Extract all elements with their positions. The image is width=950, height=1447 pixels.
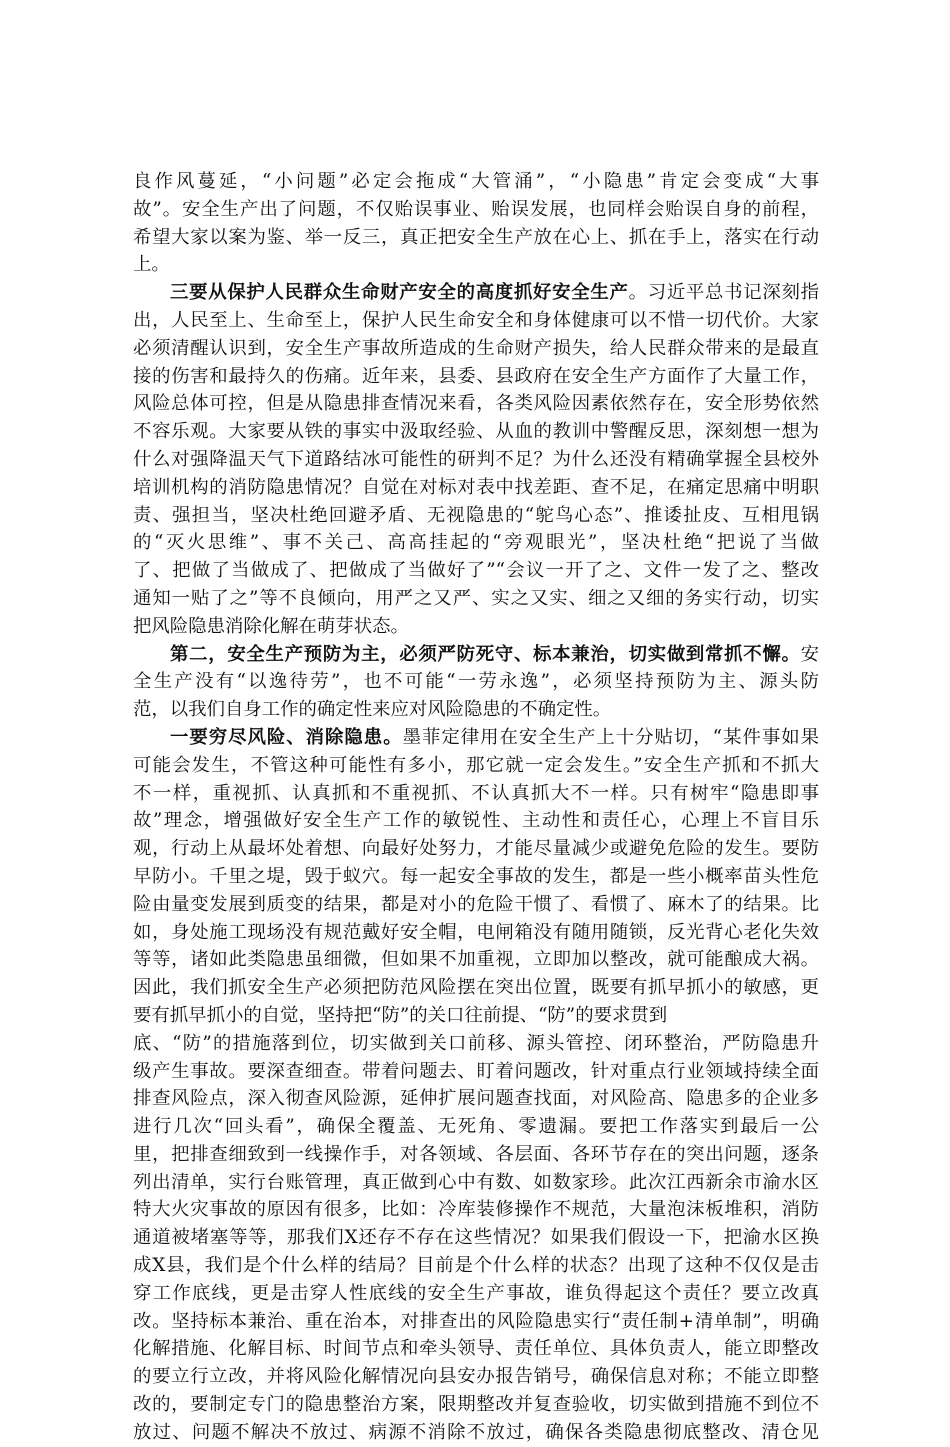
text-line [133,1391,819,1419]
body-text: 底、“防”的措施落到位，切实做到关口前移、源头管控、闭环整治，严防隐患升 [133,1032,819,1054]
text-line [133,502,819,530]
body-text: 上。 [133,254,170,276]
body-text: 什么对强降温天气下道路结冰可能性的研判不足？为什么还没有精确掌握全县校外 [133,448,819,470]
body-text: 如，身处施工现场没有规范戴好安全帽，电闸箱没有随用随锁，反光背心老化失效 [133,921,819,943]
text-line [133,1335,819,1363]
text-line [133,1308,819,1336]
text-line [133,446,819,474]
text-line [133,1419,819,1447]
bold-heading-text: 一要穷尽风险、消除隐患。 [170,726,403,748]
body-text: 级产生事故。要深查细查。带着问题去、盯着问题改，针对重点行业领域持续全面 [133,1060,819,1082]
body-text: 化解措施、化解目标、时间节点和牵头领导、责任单位、具体负责人，能立即整改 [133,1338,819,1360]
body-text: 风险总体可控，但是从隐患排查情况来看，各类风险因素依然存在，安全形势依然 [133,393,819,415]
text-line [133,335,819,363]
text-line [133,613,819,641]
text-line [133,1280,819,1308]
body-text: 范，以我们自身工作的确定性来应对风险隐患的不确定性。 [133,699,612,721]
body-text: 放过、问题不解决不放过、病源不消除不放过，确保各类隐患彻底整改、清仓见 [133,1421,819,1443]
text-line [133,1030,819,1058]
text-line [133,279,819,307]
text-line [133,529,819,557]
text-line [133,974,819,1002]
text-line [133,363,819,391]
text-line [133,1224,819,1252]
text-line [133,891,819,919]
text-line [133,557,819,585]
body-text: 希望大家以案为鉴、举一反三，真正把安全生产放在心上、抓在手上，落实在行动 [133,226,819,248]
body-text: 的要立行立改，并将风险化解情况向县安办报告销号，确保信息对称；不能立即整 [133,1366,819,1388]
body-text: 通道被堵塞等等，那我们X还存不存在这些情况？如果我们假设一下，把渝水区换 [133,1227,819,1249]
text-line [133,1141,819,1169]
body-text: 。习近平总书记深刻指 [628,282,819,304]
text-line [133,1252,819,1280]
body-text: 排查风险点，深入彻查风险源，延伸扩展问题查找面，对风险高、隐患多的企业多 [133,1088,819,1110]
text-line [133,641,819,669]
text-line [133,1169,819,1197]
body-text: 因此，我们抓安全生产必须把防范风险摆在突出位置，既要有抓早抓小的敏感，更 [133,977,819,999]
text-line [133,1113,819,1141]
body-text: 出，人民至上、生命至上，保护人民生命安全和身体健康可以不惜一切代价。大家 [133,309,819,331]
body-text: 可能会发生，不管这种可能性有多小，那它就一定会发生。”安全生产抓和不抓大 [133,754,819,776]
bold-heading-text: 第二，安全生产预防为主，必须严防死守、标本兼治，切实做到常抓不懈。 [170,643,801,665]
text-line [133,780,819,808]
text-line [133,390,819,418]
text-line [133,1196,819,1224]
text-line [133,807,819,835]
body-text: 不容乐观。大家要从铁的事实中汲取经验、从血的教训中警醒反思，深刻想一想为 [133,421,819,443]
body-text: 安 [800,643,819,665]
body-text: 成X县，我们是个什么样的结局？目前是个什么样的状态？出现了这种不仅仅是击 [133,1255,819,1277]
body-text: 早防小。千里之堤，毁于蚁穴。每一起安全事故的发生，都是一些小概率苗头性危 [133,865,819,887]
text-line [133,585,819,613]
body-text: 故”理念，增强做好安全生产工作的敏锐性、主动性和责任心，心理上不盲目乐 [133,810,819,832]
text-line [133,307,819,335]
text-line [133,224,819,252]
body-text: 险由量变发展到质变的结果，都是对小的危险干惯了、看惯了、麻木了的结果。比 [133,893,819,915]
body-text: 接的伤害和最持久的伤痛。近年来，县委、县政府在安全生产方面作了大量工作， [133,365,819,387]
body-text: 不一样，重视抓、认真抓和不重视抓、不认真抓大不一样。只有树牢“隐患即事 [133,782,819,804]
body-text: 特大火灾事故的原因有很多，比如：冷库装修操作不规范，大量泡沫板堆积，消防 [133,1199,819,1221]
text-line [133,196,819,224]
text-line [133,946,819,974]
body-text: 要有抓早抓小的自觉，坚持把“防”的关口往前提、“防”的要求贯到 [133,1004,668,1026]
text-line [133,251,819,279]
body-text: 良作风蔓延，“小问题”必定会拖成“大管涌”，“小隐患”肯定会变成“大事 [133,171,819,192]
body-text: 列出清单，实行台账管理，真正做到心中有数、如数家珍。此次江西新余市渝水区 [133,1171,819,1193]
body-text: 必须清醒认识到，安全生产事故所造成的生命财产损失，给人民群众带来的是最直 [133,337,819,359]
text-line [133,919,819,947]
bold-heading-text: 三要从保护人民群众生命财产安全的高度抓好安全生产 [170,282,629,304]
body-text: 培训机构的消防隐患情况？自觉在对标对表中找差距、查不足，在痛定思痛中明职 [133,476,819,498]
text-line [133,863,819,891]
text-line [133,418,819,446]
body-text: 改。坚持标本兼治、重在治本，对排查出的风险隐患实行“责任制+清单制”，明确 [133,1310,819,1332]
text-line [133,1002,819,1030]
text-line [133,168,819,196]
body-text: 等等，诸如此类隐患虽细微，但如果不加重视，立即加以整改，就可能酿成大祸。 [133,949,819,971]
body-text: 的“灭火思维”、事不关己、高高挂起的“旁观眼光”，坚决杜绝“把说了当做 [133,532,819,554]
text-line [133,474,819,502]
text-line [133,1363,819,1391]
text-line [133,724,819,752]
body-text: 通知一贴了之”等不良倾向，用严之又严、实之又实、细之又细的务实行动，切实 [133,587,819,609]
body-text: 故”。安全生产出了问题，不仅贻误事业、贻误发展，也同样会贻误自身的前程， [133,198,819,220]
text-line [133,835,819,863]
body-text: 穿工作底线，更是击穿人性底线的安全生产事故，谁负得起这个责任？要立改真 [133,1282,819,1304]
text-line [133,752,819,780]
body-text: 了、把做了当做成了、把做成了当做好了”“会议一开了之、文件一发了之、整改 [133,560,819,582]
body-text: 改的，要制定专门的隐患整治方案，限期整改并复查验收，切实做到措施不到位不 [133,1394,819,1416]
text-line [133,1058,819,1086]
document-page [133,168,819,1447]
body-text: 把风险隐患消除化解在萌芽状态。 [133,615,409,637]
text-line [133,1085,819,1113]
body-text: 全生产没有“以逸待劳”，也不可能“一劳永逸”，必须坚持预防为主、源头防 [133,671,819,693]
text-line [133,668,819,696]
body-text: 进行几次“回头看”，确保全覆盖、无死角、零遗漏。要把工作落实到最后一公 [133,1116,819,1138]
text-line [133,696,819,724]
body-text: 责、强担当，坚决杜绝回避矛盾、无视隐患的“鸵鸟心态”、推诿扯皮、互相甩锅 [133,504,819,526]
body-text: 里，把排查细致到一线操作手，对各领域、各层面、各环节存在的突出问题，逐条 [133,1143,819,1165]
body-text: 观，行动上从最坏处着想、向最好处努力，才能尽量减少或避免危险的发生。要防 [133,838,819,860]
body-text: 墨菲定律用在安全生产上十分贴切，“某件事如果 [402,726,819,748]
